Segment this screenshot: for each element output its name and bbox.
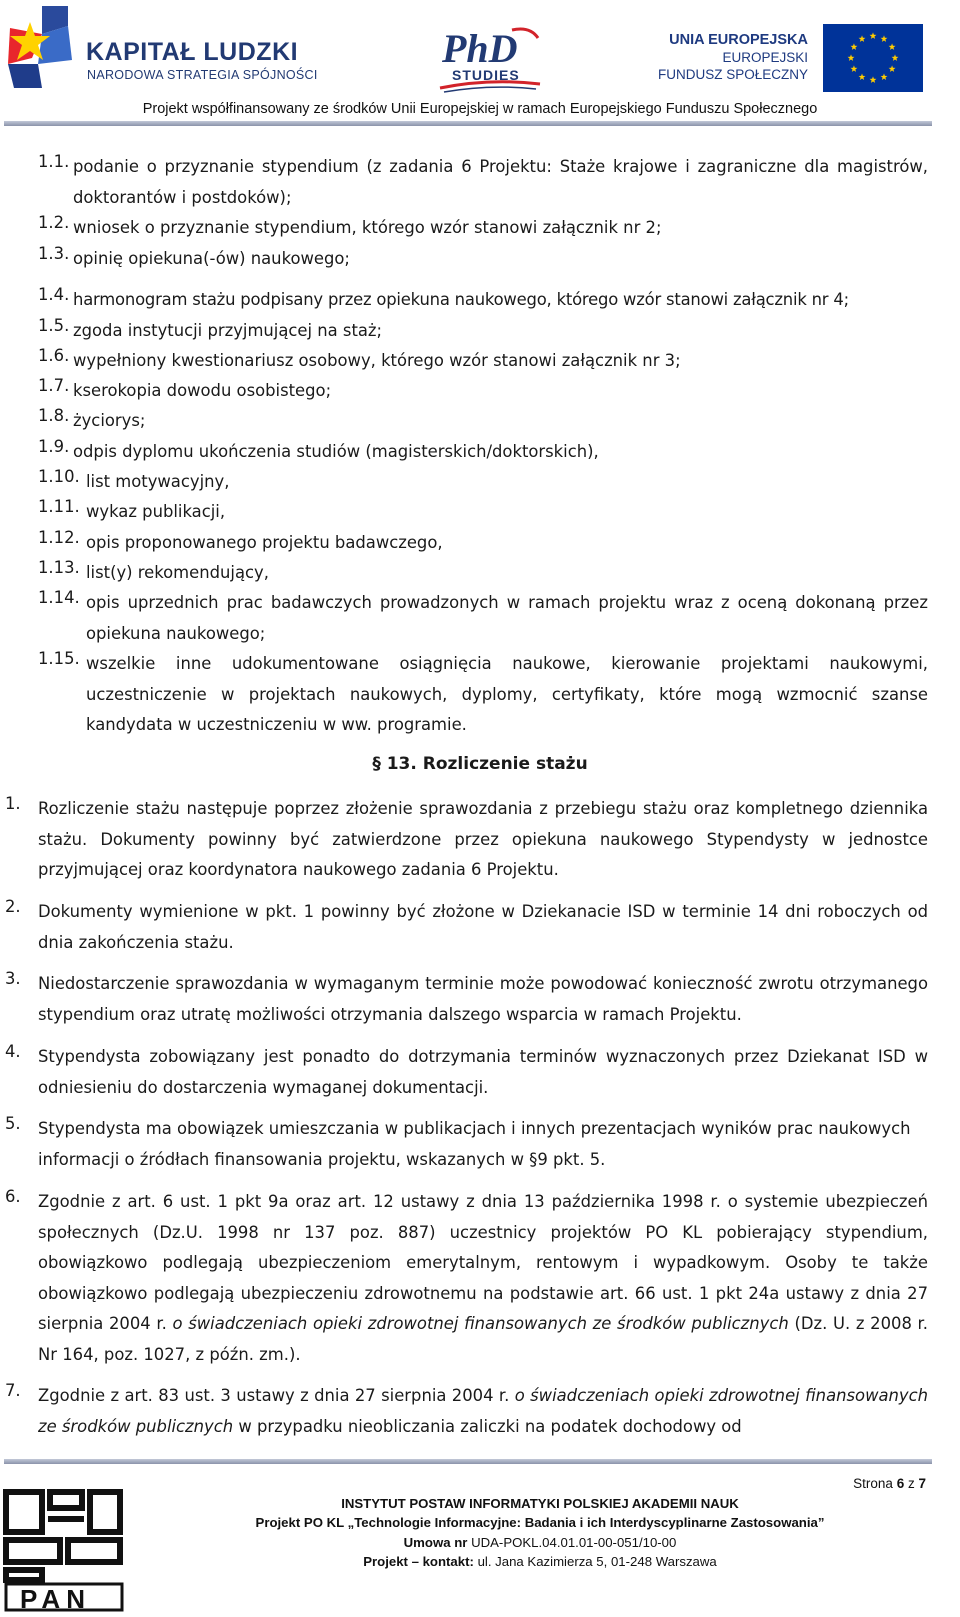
item-text: harmonogram stażu podpisany przez opiekuna naukowego, którego wzór stanowi załącznik nr 4;	[73, 290, 849, 309]
item-text: list(y) rekomendujący,	[86, 563, 269, 582]
page-current: 6	[896, 1476, 905, 1491]
paragraph-item	[0, 1114, 928, 1175]
page-header	[0, 0, 960, 130]
item-text: Stypendysta zobowiązany jest ponadto do dotrzymania terminów wyznaczonych przez Dziekanat ISD w odniesieniu do dostarczenia wymaganej dokumentacji.	[38, 1047, 928, 1097]
item-text-part: Zgodnie z art. 83 ust. 3 ustawy z dnia 27 sierpnia 2004 r.	[38, 1386, 515, 1405]
item-text-italic: o świadczeniach opieki zdrowotnej finansowanych ze środków publicznych	[172, 1314, 789, 1333]
list-item	[38, 558, 928, 589]
item-text: kserokopia dowodu osobistego;	[73, 381, 332, 400]
paragraph-item	[0, 1042, 928, 1103]
item-text: opis proponowanego projektu badawczego,	[86, 533, 443, 552]
item-number: 5.	[5, 1114, 21, 1133]
item-text: podanie o przyznanie stypendium (z zadania 6 Projektu: Staże krajowe i zagraniczne dla magistrów, doktorantów i postdoków);	[73, 157, 928, 207]
list-item	[38, 346, 928, 377]
item-number: 1.11.	[38, 497, 80, 516]
footer-line-1: INSTYTUT POSTAW INFORMATYKI POLSKIEJ AKADEMII NAUK	[341, 1496, 739, 1511]
paragraph-item	[0, 969, 928, 1030]
item-text: odpis dyplomu ukończenia studiów (magisterskich/doktorskich),	[73, 442, 599, 461]
ue-line-2: EUROPEJSKI	[722, 50, 808, 65]
item-text: opis uprzednich prac badawczych prowadzonych w ramach projektu wraz z oceną dokonaną przez opiekuna naukowego;	[86, 593, 928, 643]
phd-logo-main: PhD	[442, 26, 518, 71]
item-text: Niedostarczenie sprawozdania w wymaganym terminie może powodować konieczność zwrotu otrzymanego stypendium oraz utratę możliwości otrzymania dalszego wsparcia w ramach Projektu.	[38, 974, 928, 1024]
kapital-ludzki-title: KAPITAŁ LUDZKI	[86, 38, 299, 66]
item-number: 1.9.	[38, 437, 70, 456]
list-item	[38, 528, 928, 559]
section-title: § 13. Rozliczenie stażu	[372, 754, 588, 774]
item-text-part: w przypadku nieobliczania zaliczki na podatek dochodowy od	[233, 1416, 742, 1436]
list-item	[38, 406, 928, 437]
paragraph-item	[0, 1187, 928, 1370]
item-number: 1.2.	[38, 213, 70, 232]
item-text-part: (Dz. U. z 2008 r. Nr 164, poz. 1027, z późn. zm.).	[38, 1314, 928, 1364]
footer-line-4-value: ul. Jana Kazimierza 5, 01-248 Warszawa	[477, 1554, 717, 1570]
item-text: list motywacyjny,	[86, 472, 230, 491]
paragraph-item	[0, 1381, 928, 1442]
ue-line-3: FUNDUSZ SPOŁECZNY	[657, 67, 808, 82]
footer-line-3-value: UDA-POKL.04.01.01-00-051/10-00	[471, 1534, 677, 1550]
eu-flag-icon	[823, 24, 923, 92]
item-text: Rozliczenie stażu następuje poprzez złożenie sprawozdania z przebiegu stażu oraz kompletnego dziennika stażu. Dokumenty powinny być zatwierdzone przez opiekuna naukowego Stypendysty w jednostce przyjmującej oraz koordynatora naukowego zadania 6 Projektu.	[38, 799, 928, 879]
item-text: Dokumenty wymienione w pkt. 1 powinny być złożone w Dziekanacie ISD w terminie 14 dni roboczych od dnia zakończenia stażu.	[38, 902, 928, 952]
header-divider	[4, 121, 932, 126]
page-number	[853, 1476, 926, 1491]
list-item	[38, 152, 928, 213]
paragraph-item	[0, 897, 928, 958]
footer-line-3-label: Umowa nr	[403, 1534, 468, 1550]
list-item	[38, 376, 928, 407]
item-text: życiorys;	[73, 411, 146, 430]
item-text: wypełniony kwestionariusz osobowy, którego wzór stanowi załącznik nr 3;	[73, 351, 681, 370]
item-number: 1.4.	[38, 285, 70, 304]
item-number: 1.10.	[38, 467, 80, 486]
item-text: Stypendysta ma obowiązek umieszczania w publikacjach i innych prezentacjach wyników prac naukowych informacji o źródłach finansowania projektu, wskazanych w §9 pkt. 5.	[38, 1119, 911, 1169]
list-item	[38, 213, 928, 244]
eu-text-block	[640, 32, 808, 83]
item-text	[0, 1381, 928, 1442]
paragraph-item	[0, 794, 928, 886]
page-label: Strona	[853, 1476, 893, 1491]
item-number: 1.3.	[38, 244, 70, 263]
item-number: 1.6.	[38, 346, 70, 365]
list-item	[38, 649, 928, 741]
item-number: 1.5.	[38, 316, 70, 335]
item-number: 1.8.	[38, 406, 70, 425]
list-item	[38, 244, 928, 275]
item-number: 3.	[5, 969, 21, 988]
footer-line-3	[160, 1533, 920, 1552]
header-cofinancing-note: Projekt współfinansowany ze środków Unii Europejskiej w ramach Europejskiego Funduszu Społecznego	[142, 101, 818, 117]
footer-line-2: Projekt PO KL „Technologie Informacyjne: Badania i ich Interdyscyplinarne Zastosowania”	[255, 1515, 825, 1531]
item-number: 7.	[5, 1381, 21, 1400]
footer-institution-info	[160, 1494, 920, 1572]
item-text: zgoda instytucji przyjmującej na staż;	[73, 321, 383, 340]
item-number: 1.7.	[38, 376, 70, 395]
list-item	[38, 467, 928, 498]
list-item	[38, 285, 928, 316]
pan-logo-icon	[2, 1484, 126, 1612]
item-text-italic: o świadczeniach opieki zdrowotnej finansowanych ze środków publicznych	[38, 1386, 929, 1436]
item-number: 1.12.	[38, 528, 80, 547]
page-separator: z	[907, 1476, 915, 1491]
list-item	[38, 497, 928, 528]
item-text	[0, 1187, 928, 1370]
ue-line-1: UNIA EUROPEJSKA	[669, 32, 808, 48]
item-number: 1.14.	[38, 588, 80, 607]
item-text: wszelkie inne udokumentowane osiągnięcia naukowe, kierowanie projektami naukowymi, uczestniczenie w projektach naukowych, dyplomy, certyfikaty, które mogą wzmocnić szanse kandydata w uczestniczeniu w ww. programie.	[86, 654, 928, 734]
item-text: opinię opiekuna(-ów) naukowego;	[73, 249, 350, 268]
item-text: wykaz publikacji,	[86, 502, 226, 521]
item-number: 1.1.	[38, 152, 70, 171]
page-total: 7	[918, 1476, 926, 1491]
footer-line-4	[160, 1552, 920, 1571]
item-number: 4.	[5, 1042, 21, 1061]
list-item	[38, 588, 928, 649]
item-text-part: Zgodnie z art. 6 ust. 1 pkt 9a oraz art. 12 ustawy z dnia 13 października 1998 r. o systemie ubezpieczeń społecznych (Dz.U. 1998 nr 137 poz. 887) uczestnicy projektów PO KL pobierający stypendium, obowiązkowo podlegają ubezpieczeniom emerytalnym, rentowym i wypadkowym. Osoby te także obowiązkowo podlegają ubezpieczeniu zdrowotnemu na podstawie art. 66 ust. 1 pkt 24a ustawy z dnia 27 sierpnia 2004 r.	[38, 1192, 928, 1333]
list-item	[38, 437, 928, 468]
list-item	[38, 316, 928, 347]
item-number: 1.	[5, 794, 21, 813]
item-number: 6.	[5, 1187, 21, 1206]
item-text: wniosek o przyznanie stypendium, którego wzór stanowi załącznik nr 2;	[73, 218, 662, 237]
footer-line-4-label: Projekt – kontakt:	[363, 1554, 474, 1570]
item-number: 1.13.	[38, 558, 80, 577]
kapital-ludzki-star-icon	[2, 4, 76, 90]
phd-studies-logo	[438, 24, 542, 96]
phd-logo-sub: STUDIES	[452, 67, 520, 83]
item-number: 1.15.	[38, 649, 80, 668]
pan-logo-text: PAN	[20, 1584, 91, 1612]
item-number: 2.	[5, 897, 21, 916]
footer-divider	[4, 1459, 932, 1464]
kapital-ludzki-subtitle: NARODOWA STRATEGIA SPÓJNOŚCI	[87, 68, 318, 82]
